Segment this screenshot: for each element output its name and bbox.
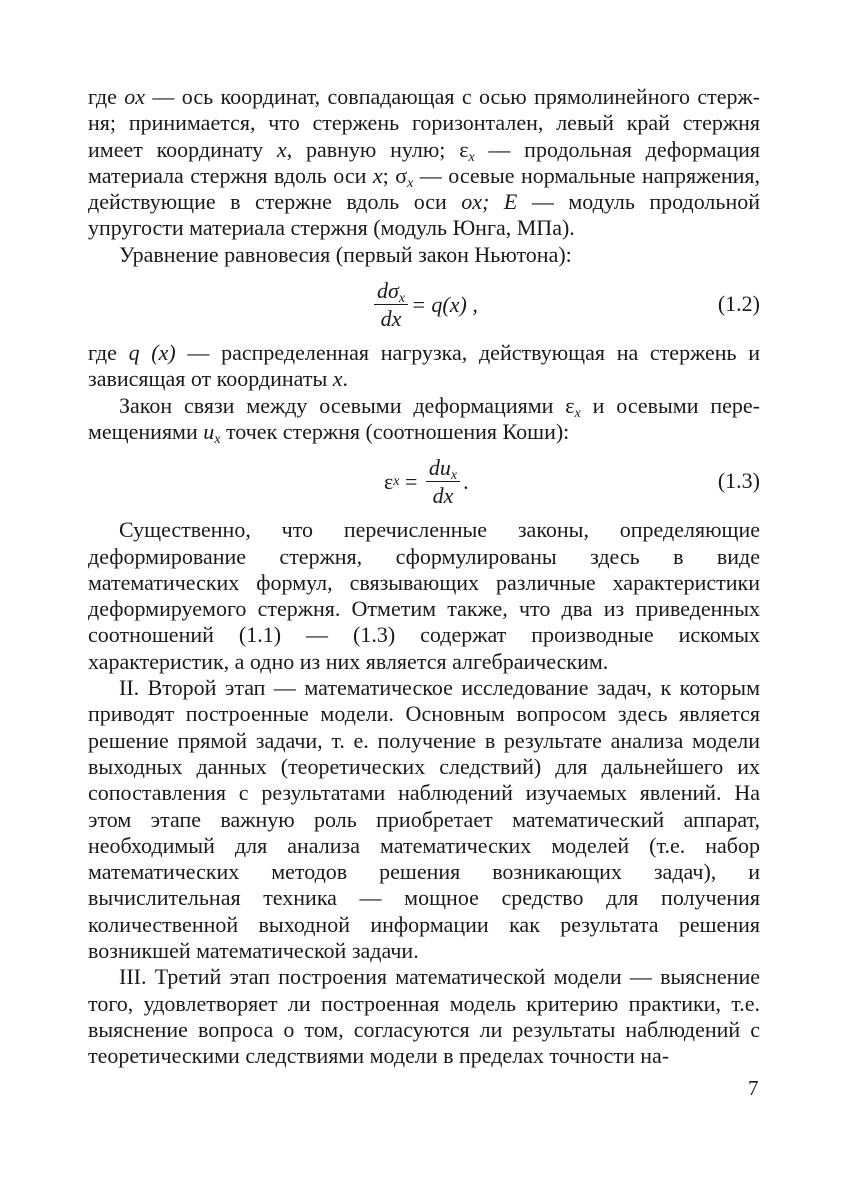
text-seg: — распределенная нагрузка, действующая на стержень и зависящая от координаты [88,340,761,392]
math-ox: ox [124,84,146,109]
fraction-numerator [374,278,408,305]
numerator-text: dσ [377,277,399,303]
math-u: u [203,418,215,444]
text-seg: — продольная деформация материала стержня вдоль оси [88,136,761,188]
numerator-subscript: x [450,467,458,483]
equation-1-3 [88,451,760,513]
equation-1-3-formula: ε x = $\frac{du_x}{dx}$ . [384,454,469,508]
paragraph-cauchy-intro [88,393,760,446]
paragraph-laws-summary: Существенно, что перечисленные законы, определяющие деформирование стержня, сформулированы здесь в виде математических формул, связывающих различные характеристики деформируемого стержня. Отметим также, что два из приведенных соотношений (1.1) — (1.3) содержат производные искомых характеристик, а одно из них является алгебраическим. [88,517,760,674]
numerator-subscript: x [398,290,406,306]
page-body [88,84,760,1070]
text-seg: ; [382,162,396,188]
math-epsilon: ε [459,136,469,162]
math-x: x [332,366,343,392]
equation-lhs: ε [384,469,394,495]
equation-number: (1.2) [717,291,760,317]
text-seg: точек стержня (соотношения Коши): [220,418,570,444]
text-seg: и осевыми пере-мещениями [88,392,760,444]
equation-1-2-formula [371,274,478,336]
fraction-dsigma-dx [374,278,408,333]
text-seg: — осевые нормальные напряжения, действующие в стержне вдоль оси [88,162,760,215]
math-sub-x: x [407,175,414,191]
fraction-denominator: dx [432,482,454,508]
math-q-x: q (x) [128,340,176,366]
text-seg: . [342,366,349,392]
math-x: x [372,162,383,188]
text-seg: где [88,84,125,109]
text-seg: где [88,340,129,366]
math-sub-x: x [574,405,581,421]
math-epsilon: ε [565,392,575,418]
equation-1-2 [88,274,760,336]
paragraph-definitions [88,84,760,242]
equals-sign: = [399,469,423,495]
text-seg: Закон связи между осевыми деформациями [119,392,566,418]
text-seg: , равную нулю; [286,136,460,162]
equation-tail: . [463,469,469,495]
math-x: x [276,136,287,162]
text-seg: — модуль продольной упругости материала стержня (модуль Юнга, МПа). [88,189,760,241]
math-sigma: σ [395,162,408,188]
paragraph-load [88,340,760,393]
equation-number: (1.3) [717,468,760,494]
page-number: 7 [748,1076,759,1100]
paragraph-stage-two: II. Второй этап — математическое исследование задач, к которым приводят построенные модели. Основным вопросом здесь является решение прямой задачи, т. е. получение в результате анализа модели выходных данных (теоретических следствий) для дальнейшего их сопоставления с результатами наблюдений изучаемых явлений. На этом этапе важную роль приобретает математический аппарат, необходимый для анализа математических моделей (т.е. набор математических методов решения возникающих задач), и вычислительная техника — мощное средство для получения количественной выходной информации как результата решения возникшей математической задачи. [88,675,760,964]
paragraph-stage-three: III. Третий этап построения математической модели — выяснение того, удовлетворяет ли построенная модель критерию практики, т.е. выяснение вопроса о том, согласуются ли результаты наблюдений с теоретическими следствиями модели в пределах точности на- [88,964,760,1069]
fraction-du-dx [426,455,460,510]
math-sub-x: x [214,431,221,447]
equation-rhs: = q(x) , [411,291,478,317]
numerator-text: du [428,454,451,480]
fraction-numerator [426,455,460,482]
fraction-denominator: dx [380,305,402,331]
math-ox-e: ox; E [461,189,518,215]
text-seg: — ось координат, совпадающая с осью прямолинейного стерж-ня; принимается, что стержень горизонтален, левый край стержня имеет координату [88,84,761,162]
math-sub-x: x [468,149,475,165]
paragraph-equilibrium-intro: Уравнение равновесия (первый закон Ньютона): [119,241,572,267]
